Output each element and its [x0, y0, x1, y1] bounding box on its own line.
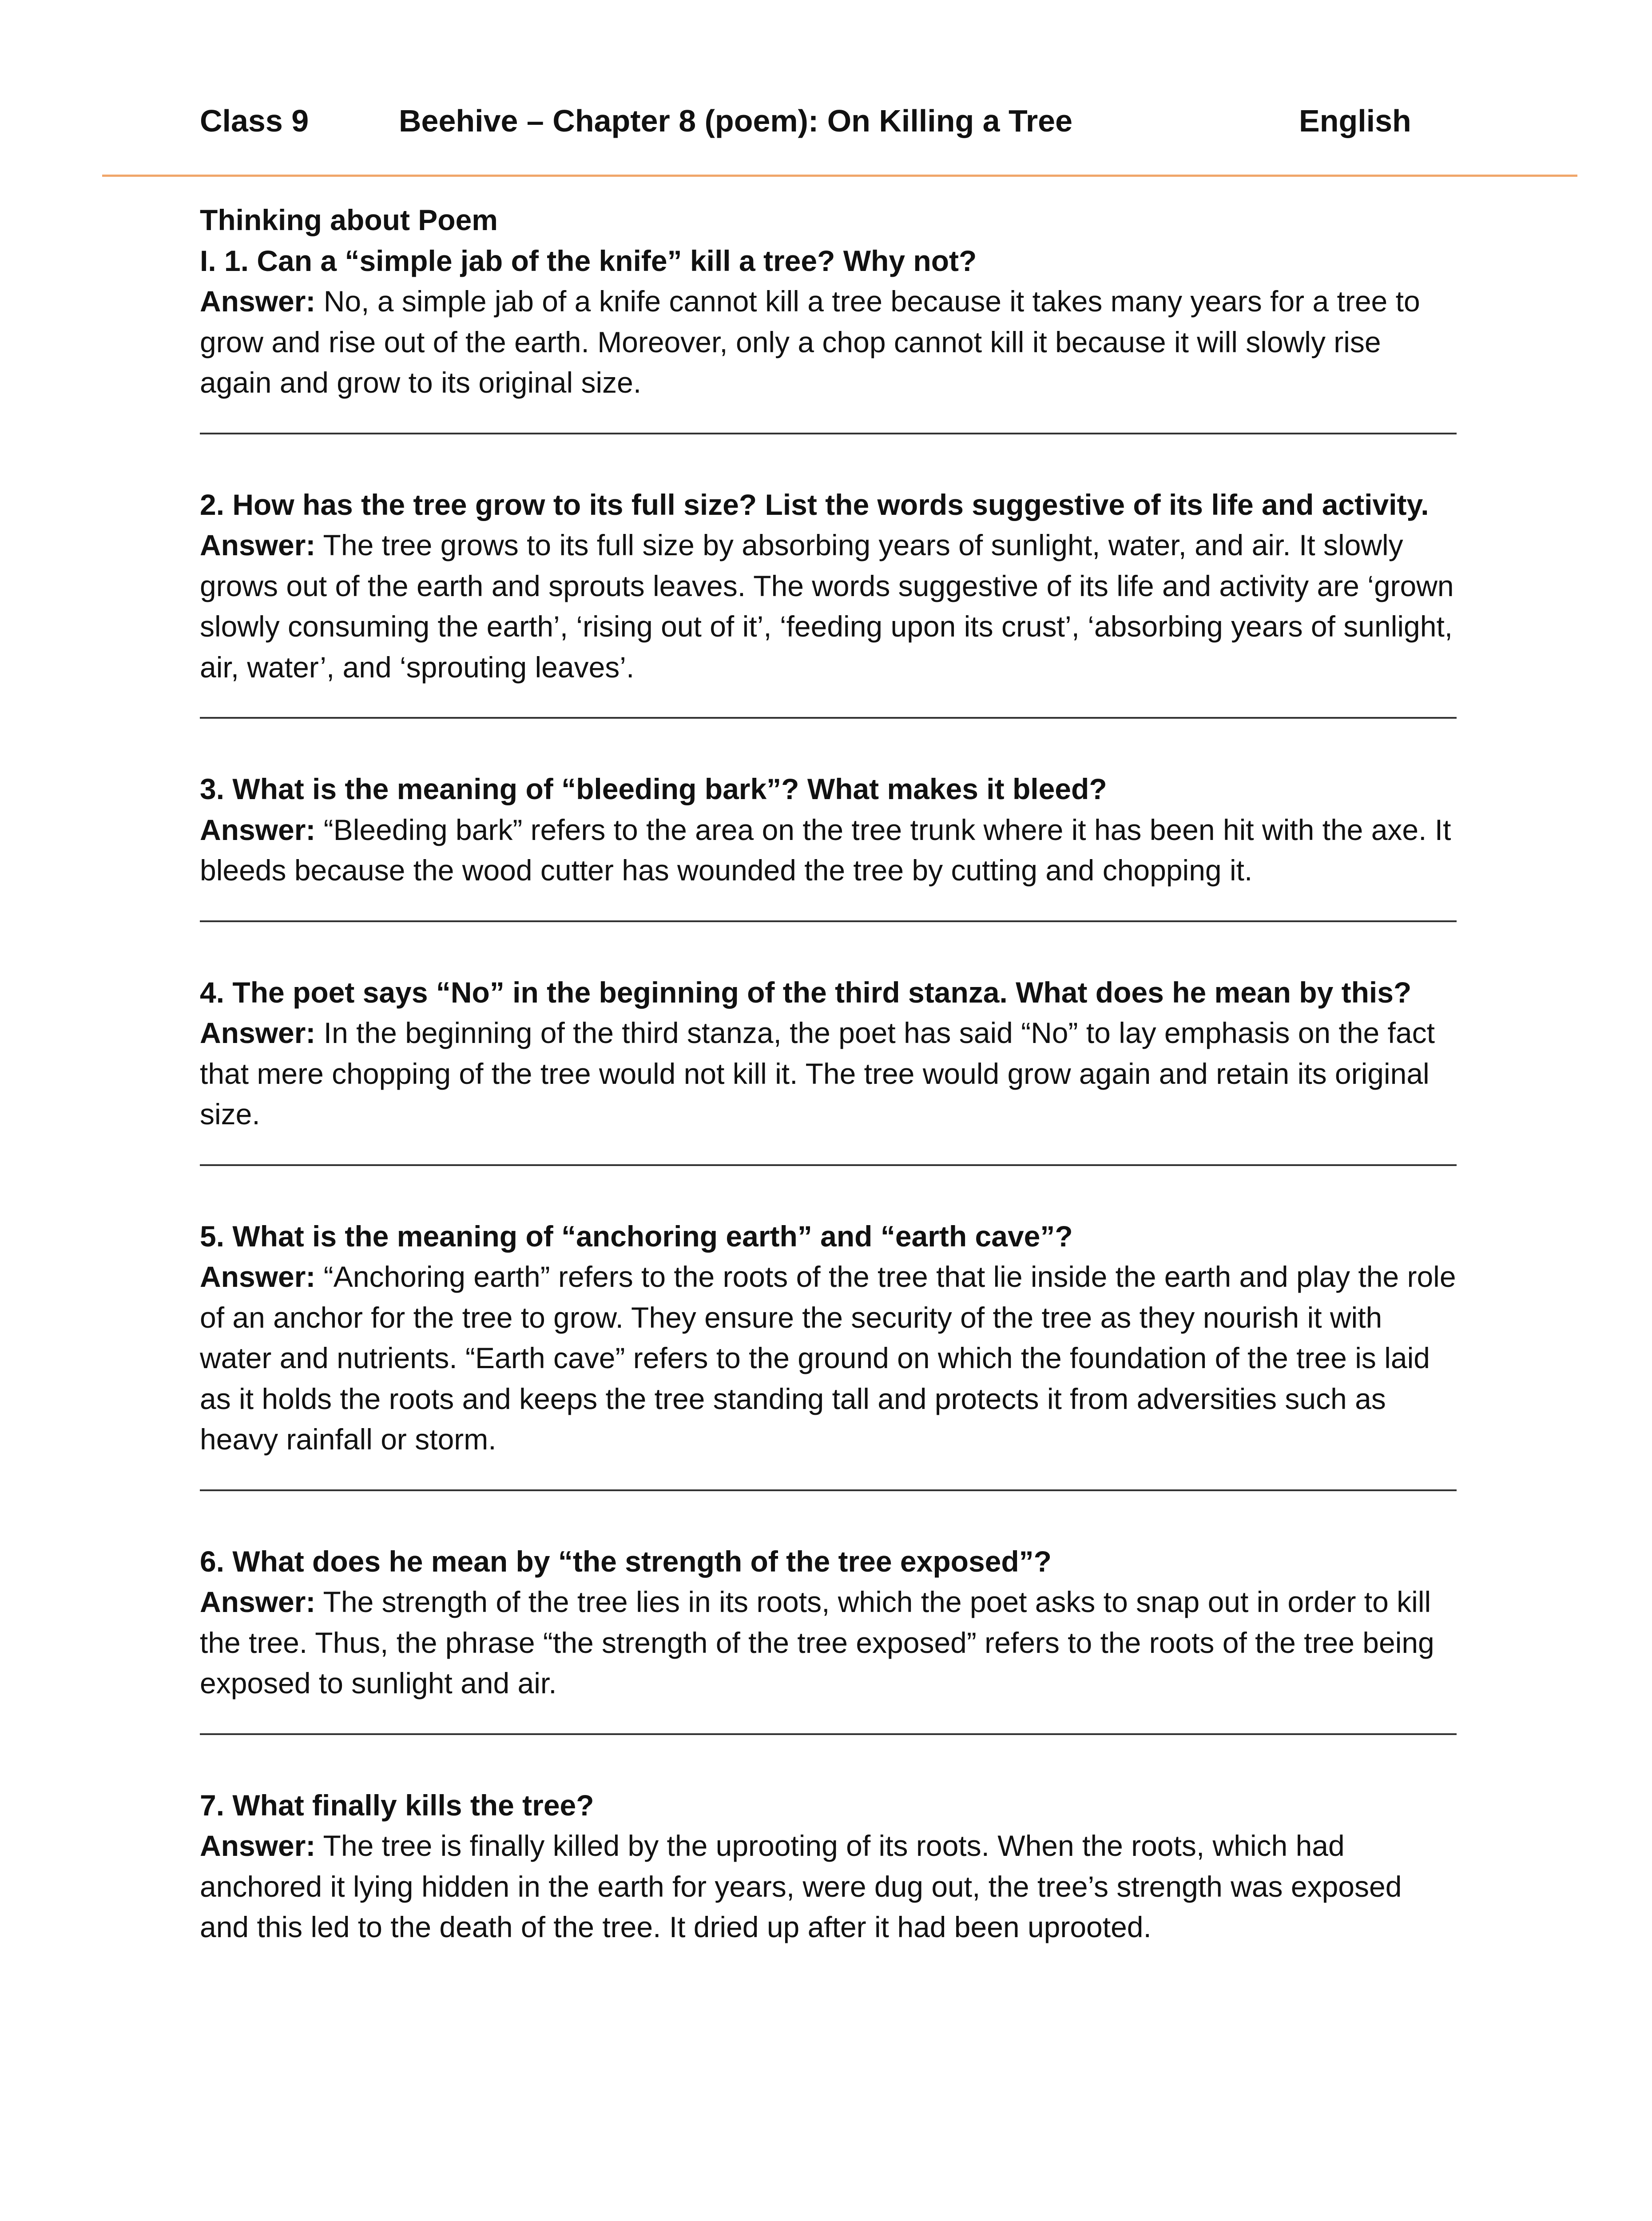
- answer-2: [200, 525, 1457, 688]
- question-2: 2. How has the tree grow to its full size? List the words suggestive of its life and activity.: [200, 488, 1429, 521]
- answer-text: “Bleeding bark” refers to the area on the tree trunk where it has been hit with the axe. It bleeds because the wood cutter has wounded the tree by cutting and chopping it.: [200, 813, 1451, 887]
- header-divider: [102, 175, 1577, 177]
- question-3: 3. What is the meaning of “bleeding bark”? What makes it bleed?: [200, 772, 1107, 805]
- divider: [200, 717, 1457, 719]
- answer-label: Answer:: [200, 1260, 316, 1293]
- answer-text: “Anchoring earth” refers to the roots of the tree that lie inside the earth and play the role of an anchor for the tree to grow. They ensure the security of the tree as they nourish it with water and nutrients. “Earth cave” refers to the ground on which the foundation of the tree is laid as it holds the roots and keeps the tree standing tall and protects it from adversities such as heavy rainfall or storm.: [200, 1260, 1456, 1456]
- qa-item-7: [200, 1785, 1457, 1948]
- divider: [200, 920, 1457, 922]
- answer-3: [200, 810, 1457, 891]
- qa-item-3: [200, 769, 1457, 891]
- answer-label: Answer:: [200, 813, 316, 846]
- section-title: Thinking about Poem: [200, 203, 498, 236]
- qa-content: [200, 200, 1457, 1948]
- divider: [200, 1164, 1457, 1166]
- page-header: [0, 0, 1652, 178]
- qa-item-5: [200, 1216, 1457, 1460]
- answer-4: [200, 1013, 1457, 1135]
- header-class: Class 9: [200, 103, 309, 138]
- divider: [200, 433, 1457, 434]
- question-5: 5. What is the meaning of “anchoring earth” and “earth cave”?: [200, 1219, 1073, 1253]
- answer-text: The strength of the tree lies in its roots, which the poet asks to snap out in order to kill the tree. Thus, the phrase “the strength of the tree exposed” refers to the roots of the tree being exposed to sunlight and air.: [200, 1585, 1434, 1700]
- qa-item-4: [200, 972, 1457, 1135]
- answer-text: The tree is finally killed by the uprooting of its roots. When the roots, which had anchored it lying hidden in the earth for years, were dug out, the tree’s strength was exposed and this led to the death of the tree. It dried up after it had been uprooted.: [200, 1829, 1402, 1943]
- question-7: 7. What finally kills the tree?: [200, 1788, 594, 1822]
- header-chapter-title: Beehive – Chapter 8 (poem): On Killing a Tree: [399, 103, 1073, 138]
- qa-item-2: [200, 485, 1457, 688]
- question-1: I. 1. Can a “simple jab of the knife” kill a tree? Why not?: [200, 244, 977, 277]
- divider: [200, 1733, 1457, 1735]
- answer-6: [200, 1582, 1457, 1704]
- header-subject: English: [1299, 103, 1411, 138]
- answer-7: [200, 1826, 1457, 1948]
- answer-label: Answer:: [200, 1585, 316, 1618]
- answer-text: The tree grows to its full size by absorbing years of sunlight, water, and air. It slowly grows out of the earth and sprouts leaves. The words suggestive of its life and activity are ‘grown slowly consuming the earth’, ‘rising out of it’, ‘feeding upon its crust’, ‘absorbing years of sunlight, air, water’, and ‘sprouting leaves’.: [200, 529, 1454, 684]
- qa-item-6: [200, 1541, 1457, 1704]
- question-4: 4. The poet says “No” in the beginning of the third stanza. What does he mean by this?: [200, 975, 1412, 1009]
- answer-label: Answer:: [200, 285, 316, 318]
- answer-label: Answer:: [200, 1016, 316, 1049]
- answer-text: In the beginning of the third stanza, the poet has said “No” to lay emphasis on the fact that mere chopping of the tree would not kill it. The tree would grow again and retain its original size.: [200, 1016, 1435, 1130]
- answer-label: Answer:: [200, 529, 316, 561]
- answer-text: No, a simple jab of a knife cannot kill a tree because it takes many years for a tree to grow and rise out of the earth. Moreover, only a chop cannot kill it because it will slowly rise again and grow to its original size.: [200, 285, 1420, 399]
- qa-item-1: [200, 241, 1457, 403]
- answer-5: [200, 1257, 1457, 1460]
- divider: [200, 1489, 1457, 1491]
- answer-1: [200, 281, 1457, 403]
- answer-label: Answer:: [200, 1829, 316, 1862]
- question-6: 6. What does he mean by “the strength of the tree exposed”?: [200, 1544, 1052, 1578]
